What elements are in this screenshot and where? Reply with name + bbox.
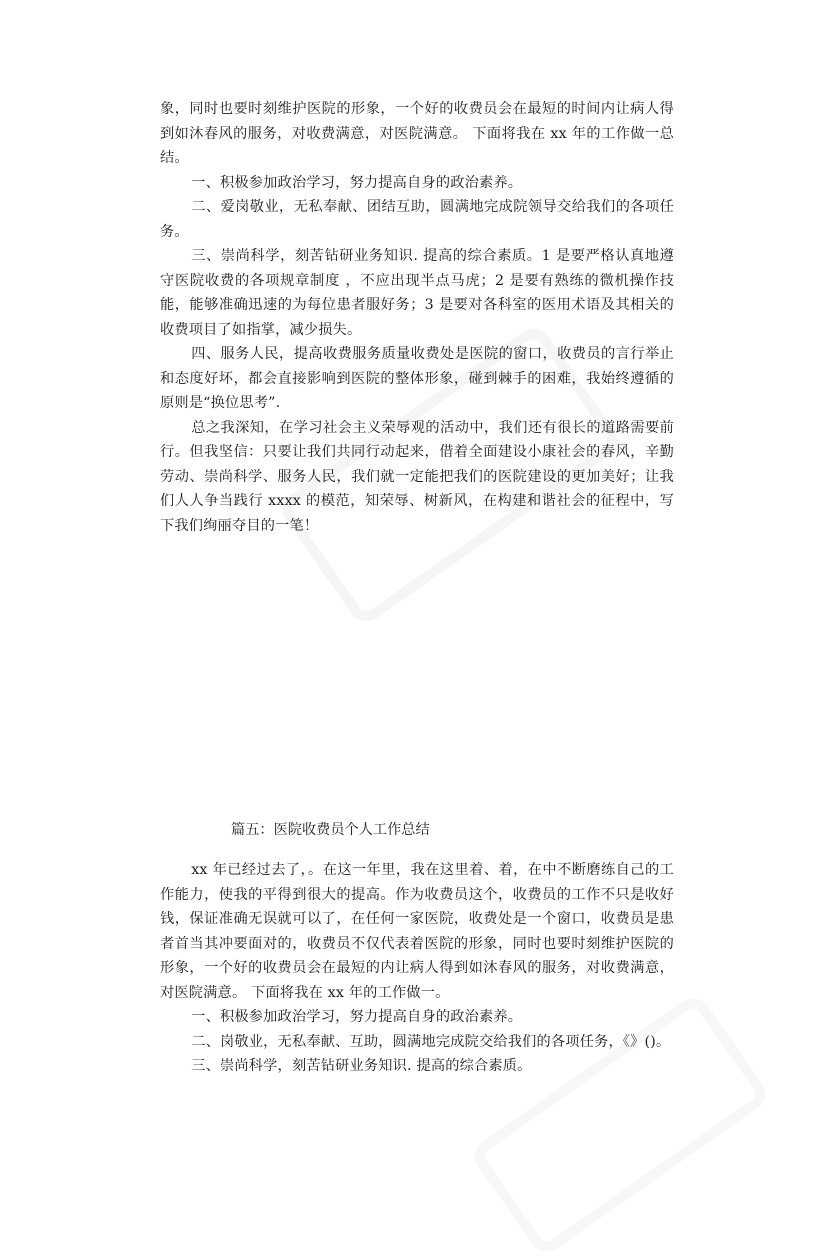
paragraph-item-2: 二、爱岗敬业，无私奉献、团结互助，圆满地完成院领导交给我们的各项任务。 [160, 199, 674, 240]
section-2-body [160, 858, 674, 1079]
section-1-body [160, 97, 674, 538]
paragraph-item-4: 四、服务人民，提高收费服务质量收费处是医院的窗口，收费员的言行举止和态度好坏，都会直接影响到医院的整体形象，碰到棘手的困难，我始终遵循的原则是“换位思考”. [160, 346, 674, 411]
section-2-title: 篇五：医院收费员个人工作总结 [231, 822, 430, 838]
paragraph-intro: xx 年已经过去了，。在这一年里，我在这里着、着，在中不断磨练自己的工作能力，使我的平得到很大的提高。作为收费员这个，收费员的工作不只是收好钱，保证准确无误就可以了，在任何一家医院，收费处是一个窗口，收费员是患者首当其冲要面对的，收费员不仅代表着医院的形象，同时也要时刻维护医院的形象，一个好的收费员会在最短的内让病人得到如沐春风的服务，对收费满意，对医院满意。 下面将我在 xx 年的工作做一。 [160, 862, 674, 1001]
paragraph-item-3: 三、崇尚科学，刻苦钻研业务知识. 提高的综合素质。 [191, 1058, 532, 1074]
paragraph-item-2: 二、岗敬业，无私奉献、互助，圆满地完成院交给我们的各项任务，《》()。 [191, 1033, 671, 1050]
paragraph-conclusion: 总之我深知，在学习社会主义荣辱观的活动中，我们还有很长的道路需要前行。但我坚信：只要让我们共同行动起来，借着全面建设小康社会的春风，辛勤劳动、崇尚科学、服务人民，我们就一定能把我们的医院建设的更加美好；让我们人人争当践行 xxxx 的模范，知荣辱、树新风，在构建和谐社会的征程中，写下我们绚丽夺目的一笔！ [160, 419, 674, 534]
paragraph-item-1: 一、积极参加政治学习，努力提高自身的政治素养。 [191, 174, 523, 191]
paragraph-item-3: 三、崇尚科学，刻苦钻研业务知识. 提高的综合素质。1 是要严格认真地遵守医院收费的各项规章制度 ，不应出现半点马虎；2 是要有熟练的微机操作技能，能够准确迅速的为每位患者服好务；3 是要对各科室的医用术语及其相关的收费项目了如指掌，减少损失。 [160, 248, 674, 338]
paragraph-continuation: 象，同时也要时刻维护医院的形象，一个好的收费员会在最短的时间内让病人得到如沐春风的服务，对收费满意，对医院满意。 下面将我在 xx 年的工作做一总结。 [160, 101, 674, 166]
paragraph-item-1: 一、积极参加政治学习，努力提高自身的政治素养。 [191, 1009, 523, 1025]
